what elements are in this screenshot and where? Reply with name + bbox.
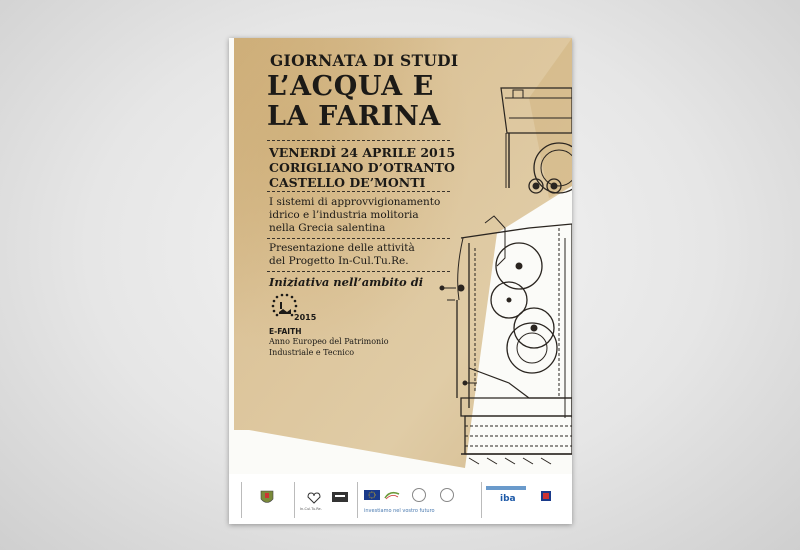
logo-eu-funding	[357, 482, 478, 518]
divider	[267, 238, 450, 239]
title-line-1: L’ACQUA E	[267, 71, 434, 102]
iba-label: iba	[500, 494, 516, 504]
sponsor-logos	[229, 474, 572, 524]
divider	[267, 140, 450, 141]
efaith-label: E-FAITH	[269, 327, 302, 336]
emblem-icon	[440, 488, 454, 502]
subject-line: I sistemi di approvvigionamento	[269, 196, 441, 208]
event-type: GIORNATA DI STUDI	[270, 51, 459, 70]
event-date: VENERDÌ 24 APRILE 2015	[269, 145, 456, 160]
presentation-line: Presentazione delle attività	[269, 242, 415, 254]
slogan: investiamo nel vostro futuro	[364, 508, 435, 514]
title-line-2: LA FARINA	[267, 101, 441, 132]
inculture-label: In-Cul.Tu.Re.	[300, 507, 322, 511]
logo-year: 2015	[294, 313, 317, 322]
presentation-line: del Progetto In-Cul.Tu.Re.	[269, 255, 409, 267]
logo-partners	[481, 482, 566, 518]
initiative-label: Iniziativa nell’ambito di	[269, 275, 424, 289]
anno-line: Industriale e Tecnico	[269, 348, 355, 357]
logo-inculture	[294, 482, 355, 518]
eu-flag-icon	[364, 490, 380, 500]
logo-comune	[241, 482, 292, 518]
crest-icon	[260, 490, 274, 506]
subject-line: nella Grecia salentina	[269, 222, 386, 234]
future-logo-icon	[331, 490, 349, 506]
partner-banner	[486, 486, 526, 490]
anno-line: Anno Europeo del Patrimonio	[269, 337, 389, 346]
divider	[267, 271, 450, 272]
subject-line: idrico e l’industria molitoria	[269, 209, 419, 221]
event-poster	[229, 38, 572, 524]
heart-icon	[307, 492, 321, 504]
event-place-line-1: CORIGLIANO D’OTRANTO	[269, 160, 455, 175]
green-swirl-icon	[384, 490, 400, 500]
divider	[267, 191, 450, 192]
factory-icon	[279, 302, 291, 314]
event-place-line-2: CASTELLO DE’MONTI	[269, 175, 426, 190]
partner-logo-icon	[540, 490, 552, 502]
emblem-icon	[412, 488, 426, 502]
